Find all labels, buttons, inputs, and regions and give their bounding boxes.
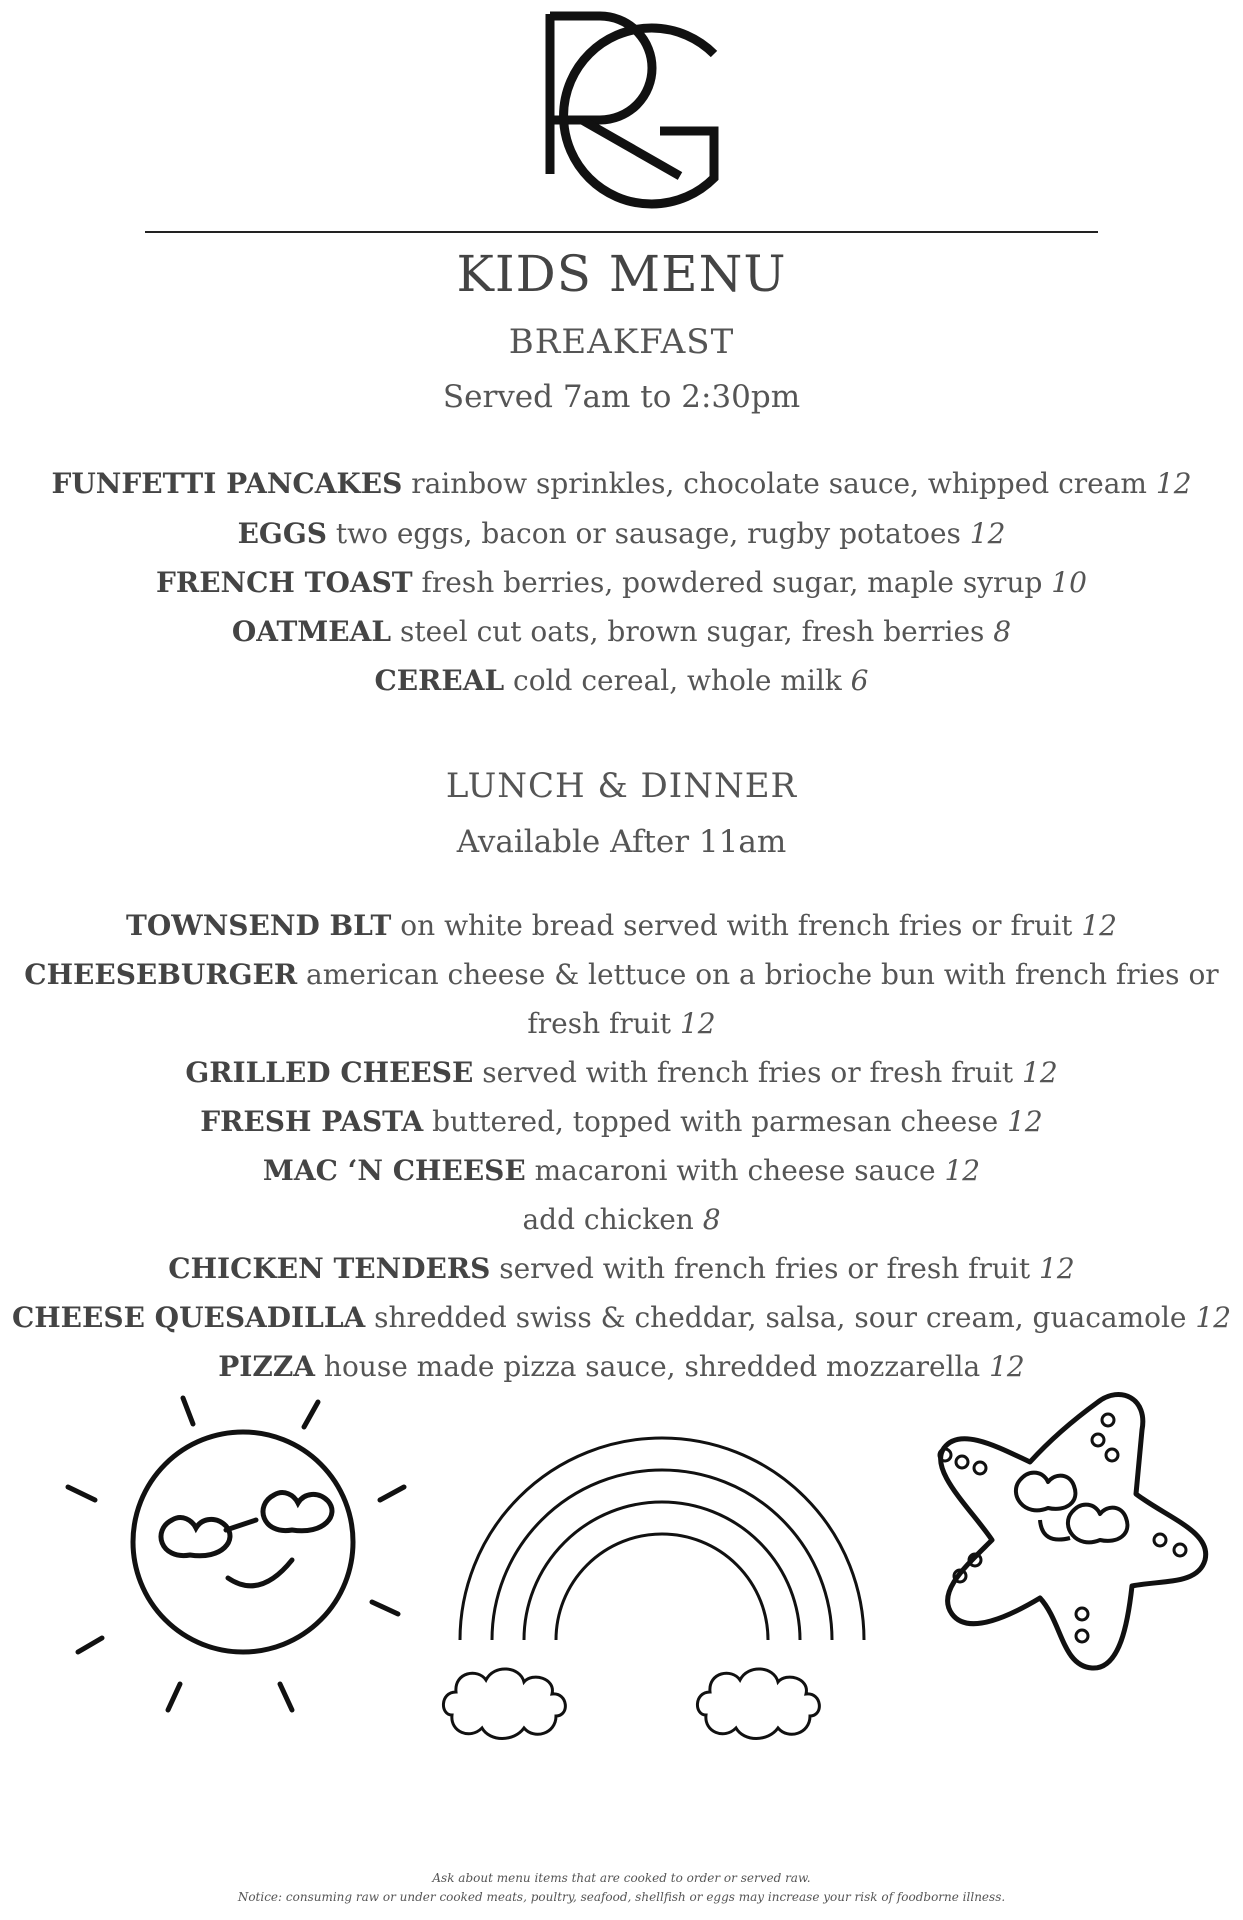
rg-monogram-logo [530,6,730,222]
menu-addon: add chicken 8 [522,1203,721,1236]
menu-item: CEREAL cold cereal, whole milk 6 [374,664,869,697]
menu-item: TOWNSEND BLT on white bread served with french fries or fruit 12 [126,909,1117,942]
illustrations [0,1370,1243,1770]
page-title: KIDS MENU [456,245,787,303]
menu-item: CHEESE QUESADILLA shredded swiss & cheddar, salsa, sour cream, guacamole 12 [11,1301,1232,1334]
menu-item: FUNFETTI PANCAKES rainbow sprinkles, chocolate sauce, whipped cream 12 [51,467,1192,500]
breakfast-hours: Served 7am to 2:30pm [442,379,801,415]
menu-item: FRESH PASTA buttered, topped with parmesan cheese 12 [200,1105,1043,1138]
star-cookie-icon [939,1395,1206,1669]
menu-item: OATMEAL steel cut oats, brown sugar, fresh berries 8 [231,615,1012,648]
menu-item: FRENCH TOAST fresh berries, powdered sugar, maple syrup 10 [156,566,1087,599]
menu-item: GRILLED CHEESE served with french fries or fresh fruit 12 [185,1056,1058,1089]
menu-item-continued: fresh fruit 12 [527,1007,716,1040]
footer-note: Ask about menu items that are cooked to order or served raw. [432,1871,811,1885]
lunch-hours: Available After 11am [456,824,787,860]
sun-with-heart-glasses-icon [68,1398,404,1710]
menu-item: CHICKEN TENDERS served with french fries or fresh fruit 12 [168,1252,1075,1285]
menu-item: MAC ‘N CHEESE macaroni with cheese sauce 12 [262,1154,981,1187]
breakfast-heading: BREAKFAST [508,322,735,362]
menu-item: PIZZA house made pizza sauce, shredded mozzarella 12 [218,1350,1025,1383]
menu-item: CHEESEBURGER american cheese & lettuce on a brioche bun with french fries or [24,958,1219,991]
rainbow-icon [443,1438,864,1739]
header-divider [145,231,1098,233]
menu-item: EGGS two eggs, bacon or sausage, rugby potatoes 12 [237,517,1006,550]
footer-notice: Notice: consuming raw or under cooked meats, poultry, seafood, shellfish or eggs may increase your risk of foodborne illness. [237,1890,1006,1904]
lunch-heading: LUNCH & DINNER [445,766,798,806]
